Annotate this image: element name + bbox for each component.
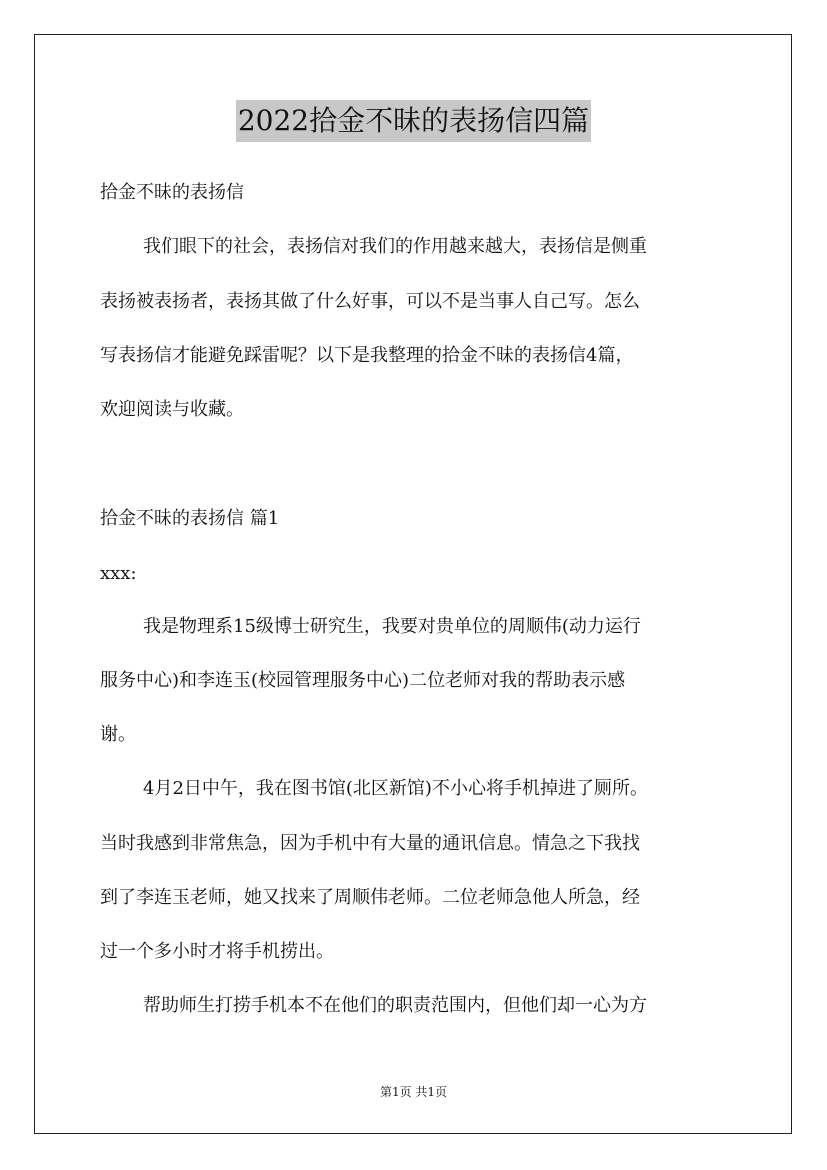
salutation: xxx: — [100, 563, 137, 584]
paragraph3-line-1: 帮助师生打捞手机本不在他们的职责范围内，但他们却一心为方 — [143, 995, 647, 1016]
title-container — [0, 100, 827, 142]
document-title: 2022拾金不昧的表扬信四篇 — [236, 100, 591, 142]
paragraph2-line-2: 当时我感到非常焦急，因为手机中有大量的通讯信息。情急之下我找 — [100, 833, 640, 854]
paragraph1-line-2: 服务中心)和李连玉(校园管理服务中心)二位老师对我的帮助表示感 — [100, 670, 626, 691]
intro-line-2: 表扬被表扬者，表扬其做了什么好事，可以不是当事人自己写。怎么 — [100, 291, 640, 312]
intro-line-1: 我们眼下的社会，表扬信对我们的作用越来越大，表扬信是侧重 — [143, 236, 647, 257]
intro-line-3: 写表扬信才能避免踩雷呢？以下是我整理的拾金不昧的表扬信4篇， — [100, 345, 634, 366]
page-footer: 第1页 共1页 — [379, 1085, 448, 1099]
paragraph1-line-1: 我是物理系15级博士研究生，我要对贵单位的周顺伟(动力运行 — [143, 616, 641, 637]
paragraph2-line-3: 到了李连玉老师，她又找来了周顺伟老师。二位老师急他人所急，经 — [100, 887, 640, 908]
paragraph2-line-1: 4月2日中午，我在图书馆(北区新馆)不小心将手机掉进了厕所。 — [143, 778, 648, 799]
paragraph1-line-3: 谢。 — [100, 724, 136, 745]
intro-line-4: 欢迎阅读与收藏。 — [100, 399, 244, 420]
paragraph2-line-4: 过一个多小时才将手机捞出。 — [100, 941, 334, 962]
section-heading: 拾金不昧的表扬信 篇1 — [100, 508, 280, 529]
intro-heading: 拾金不昧的表扬信 — [100, 182, 244, 203]
